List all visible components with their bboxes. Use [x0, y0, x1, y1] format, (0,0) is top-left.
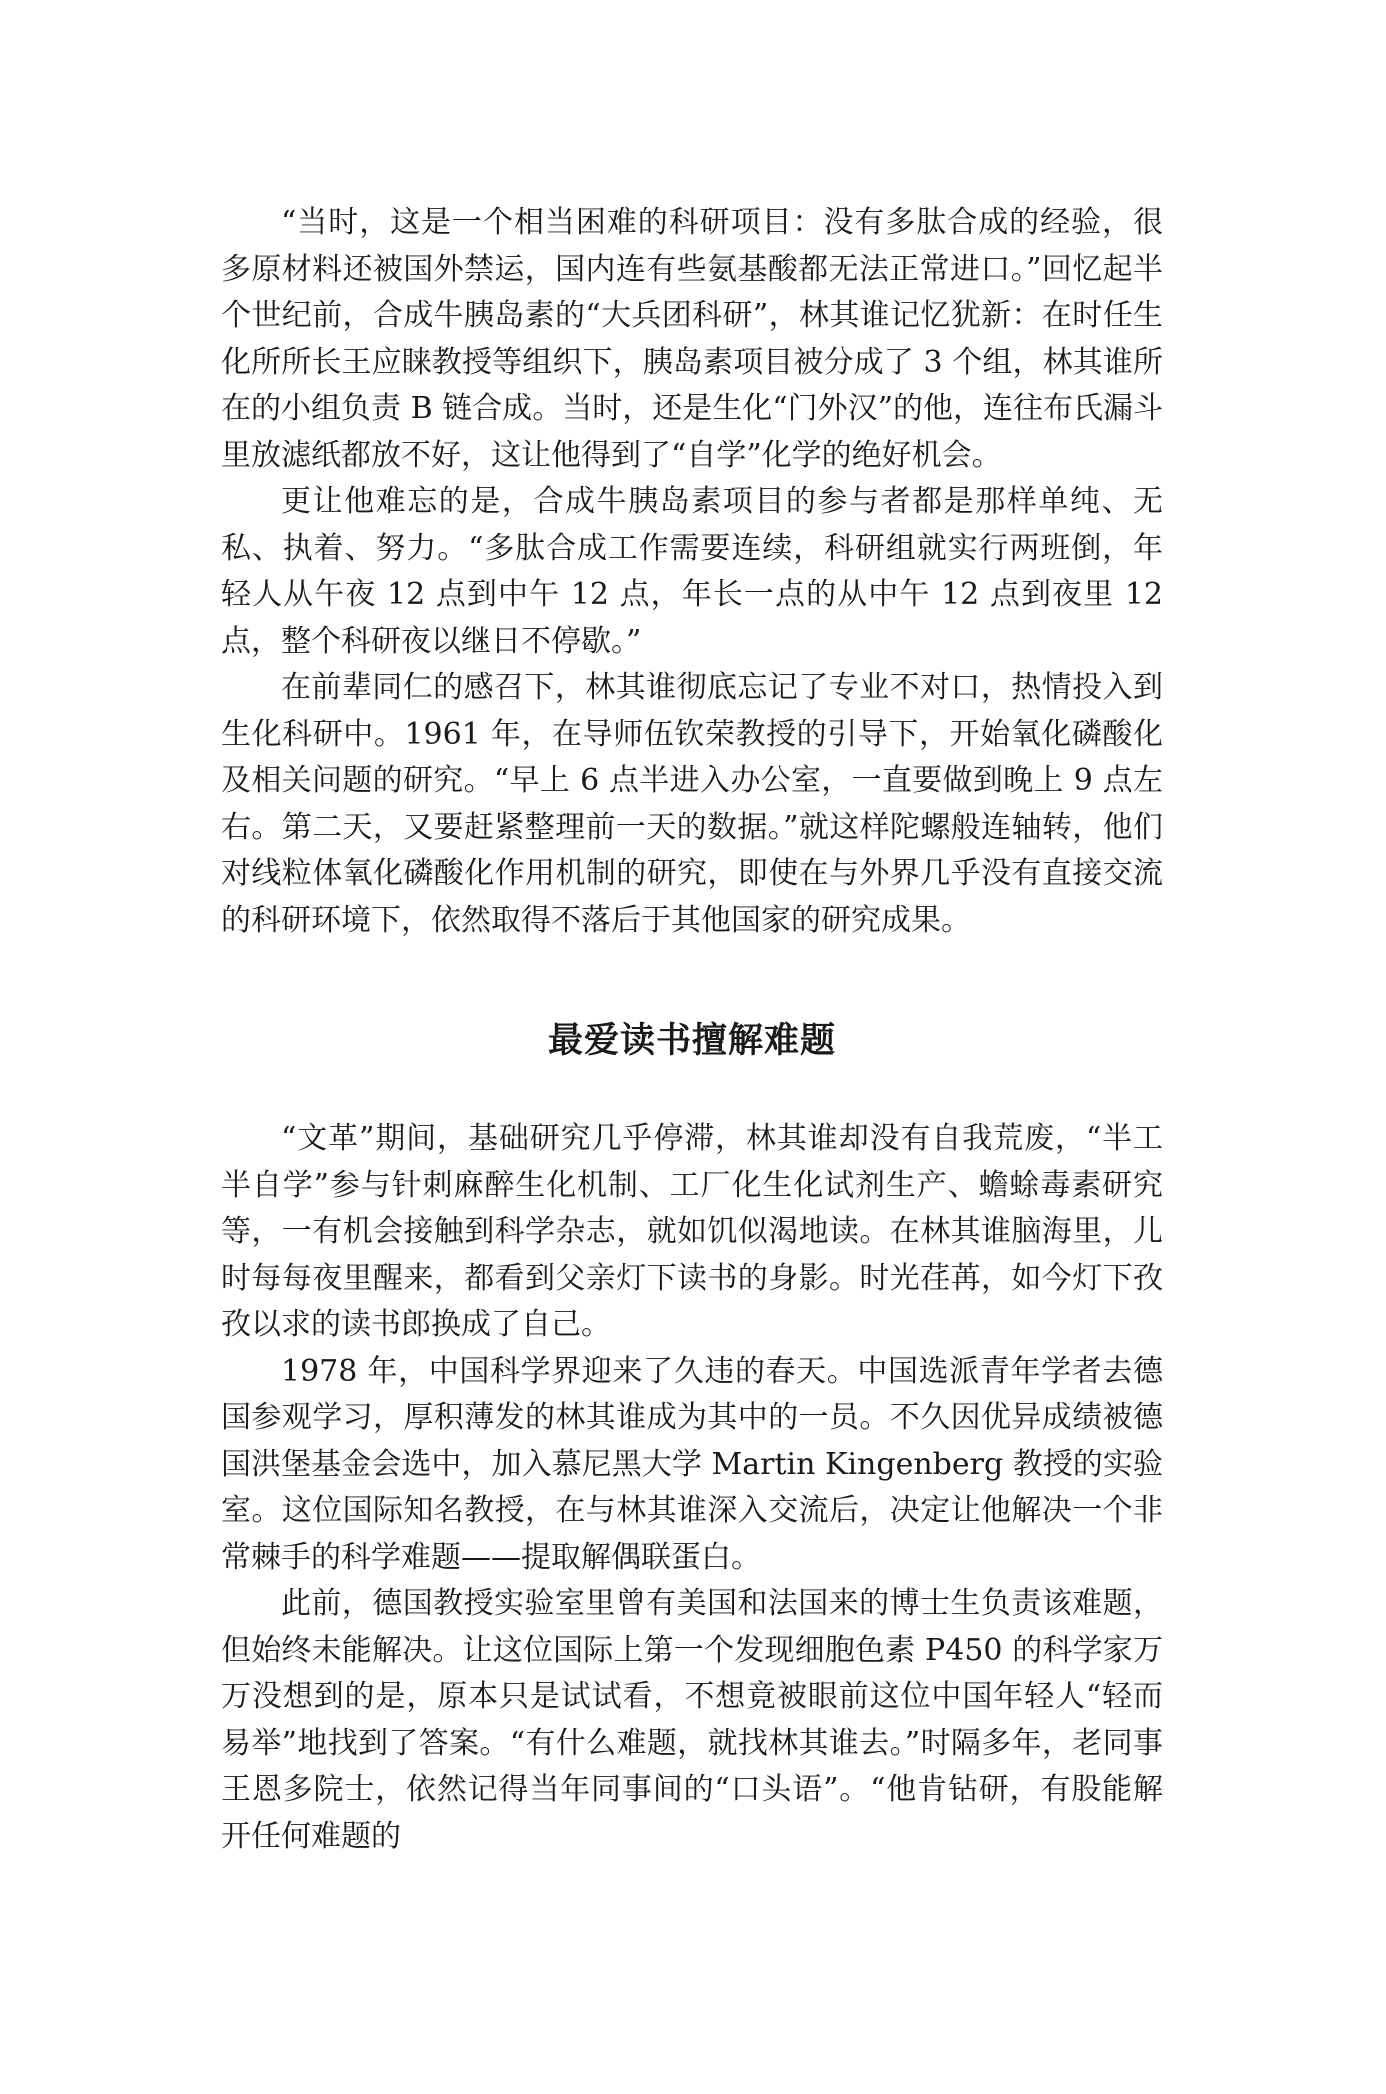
body-paragraph: 此前，德国教授实验室里曾有美国和法国来的博士生负责该难题，但始终未能解决。让这位国际上第一个发现细胞色素 P450 的科学家万万没想到的是，原本只是试试看，不想竟被眼前这位中国年轻人“轻而易举”地找到了答案。“有什么难题，就找林其谁去。”时隔多年，老同事王恩多院士，依然记得当年同事间的“口头语”。“他肯钻研，有股能解开任何难题的: [221, 1586, 1163, 1854]
body-paragraph: 更让他难忘的是，合成牛胰岛素项目的参与者都是那样单纯、无私、执着、努力。“多肽合成工作需要连续，科研组就实行两班倒，年轻人从午夜 12 点到中午 12 点，年长一点的从中午 12 点到夜里 12 点，整个科研夜以继日不停歇。”: [221, 484, 1163, 659]
section-heading: 最爱读书擅解难题: [547, 1021, 836, 1061]
body-paragraph: “当时，这是一个相当困难的科研项目：没有多肽合成的经验，很多原材料还被国外禁运，国内连有些氨基酸都无法正常进口。”回忆起半个世纪前，合成牛胰岛素的“大兵团科研”，林其谁记忆犹新：在时任生化所所长王应睐教授等组织下，胰岛素项目被分成了 3 个组，林其谁所在的小组负责 B 链合成。当时，还是生化“门外汉”的他，连往布氏漏斗里放滤纸都放不好，这让他得到了“自学”化学的绝好机会。: [221, 205, 1163, 473]
body-paragraph: 1978 年，中国科学界迎来了久违的春天。中国选派青年学者去德国参观学习，厚积薄发的林其谁成为其中的一员。不久因优异成绩被德国洪堡基金会选中，加入慕尼黑大学 Martin Kingenberg 教授的实验室。这位国际知名教授，在与林其谁深入交流后，决定让他解决一个非常棘手的科学难题——提取解偶联蛋白。: [221, 1353, 1163, 1575]
document-page: [221, 200, 1163, 1860]
body-paragraph: “文革”期间，基础研究几乎停滞，林其谁却没有自我荒废，“半工半自学”参与针刺麻醉生化机制、工厂化生化试剂生产、蟾蜍毒素研究等，一有机会接触到科学杂志，就如饥似渴地读。在林其谁脑海里，儿时每每夜里醒来，都看到父亲灯下读书的身影。时光荏苒，如今灯下孜孜以求的读书郎换成了自己。: [221, 1121, 1163, 1342]
body-paragraph: 在前辈同仁的感召下，林其谁彻底忘记了专业不对口，热情投入到生化科研中。1961 年，在导师伍钦荣教授的引导下，开始氧化磷酸化及相关问题的研究。“早上 6 点半进入办公室，一直要做到晚上 9 点左右。第二天，又要赶紧整理前一天的数据。”就这样陀螺般连轴转，他们对线粒体氧化磷酸化作用机制的研究，即使在与外界几乎没有直接交流的科研环境下，依然取得不落后于其他国家的研究成果。: [221, 670, 1163, 938]
